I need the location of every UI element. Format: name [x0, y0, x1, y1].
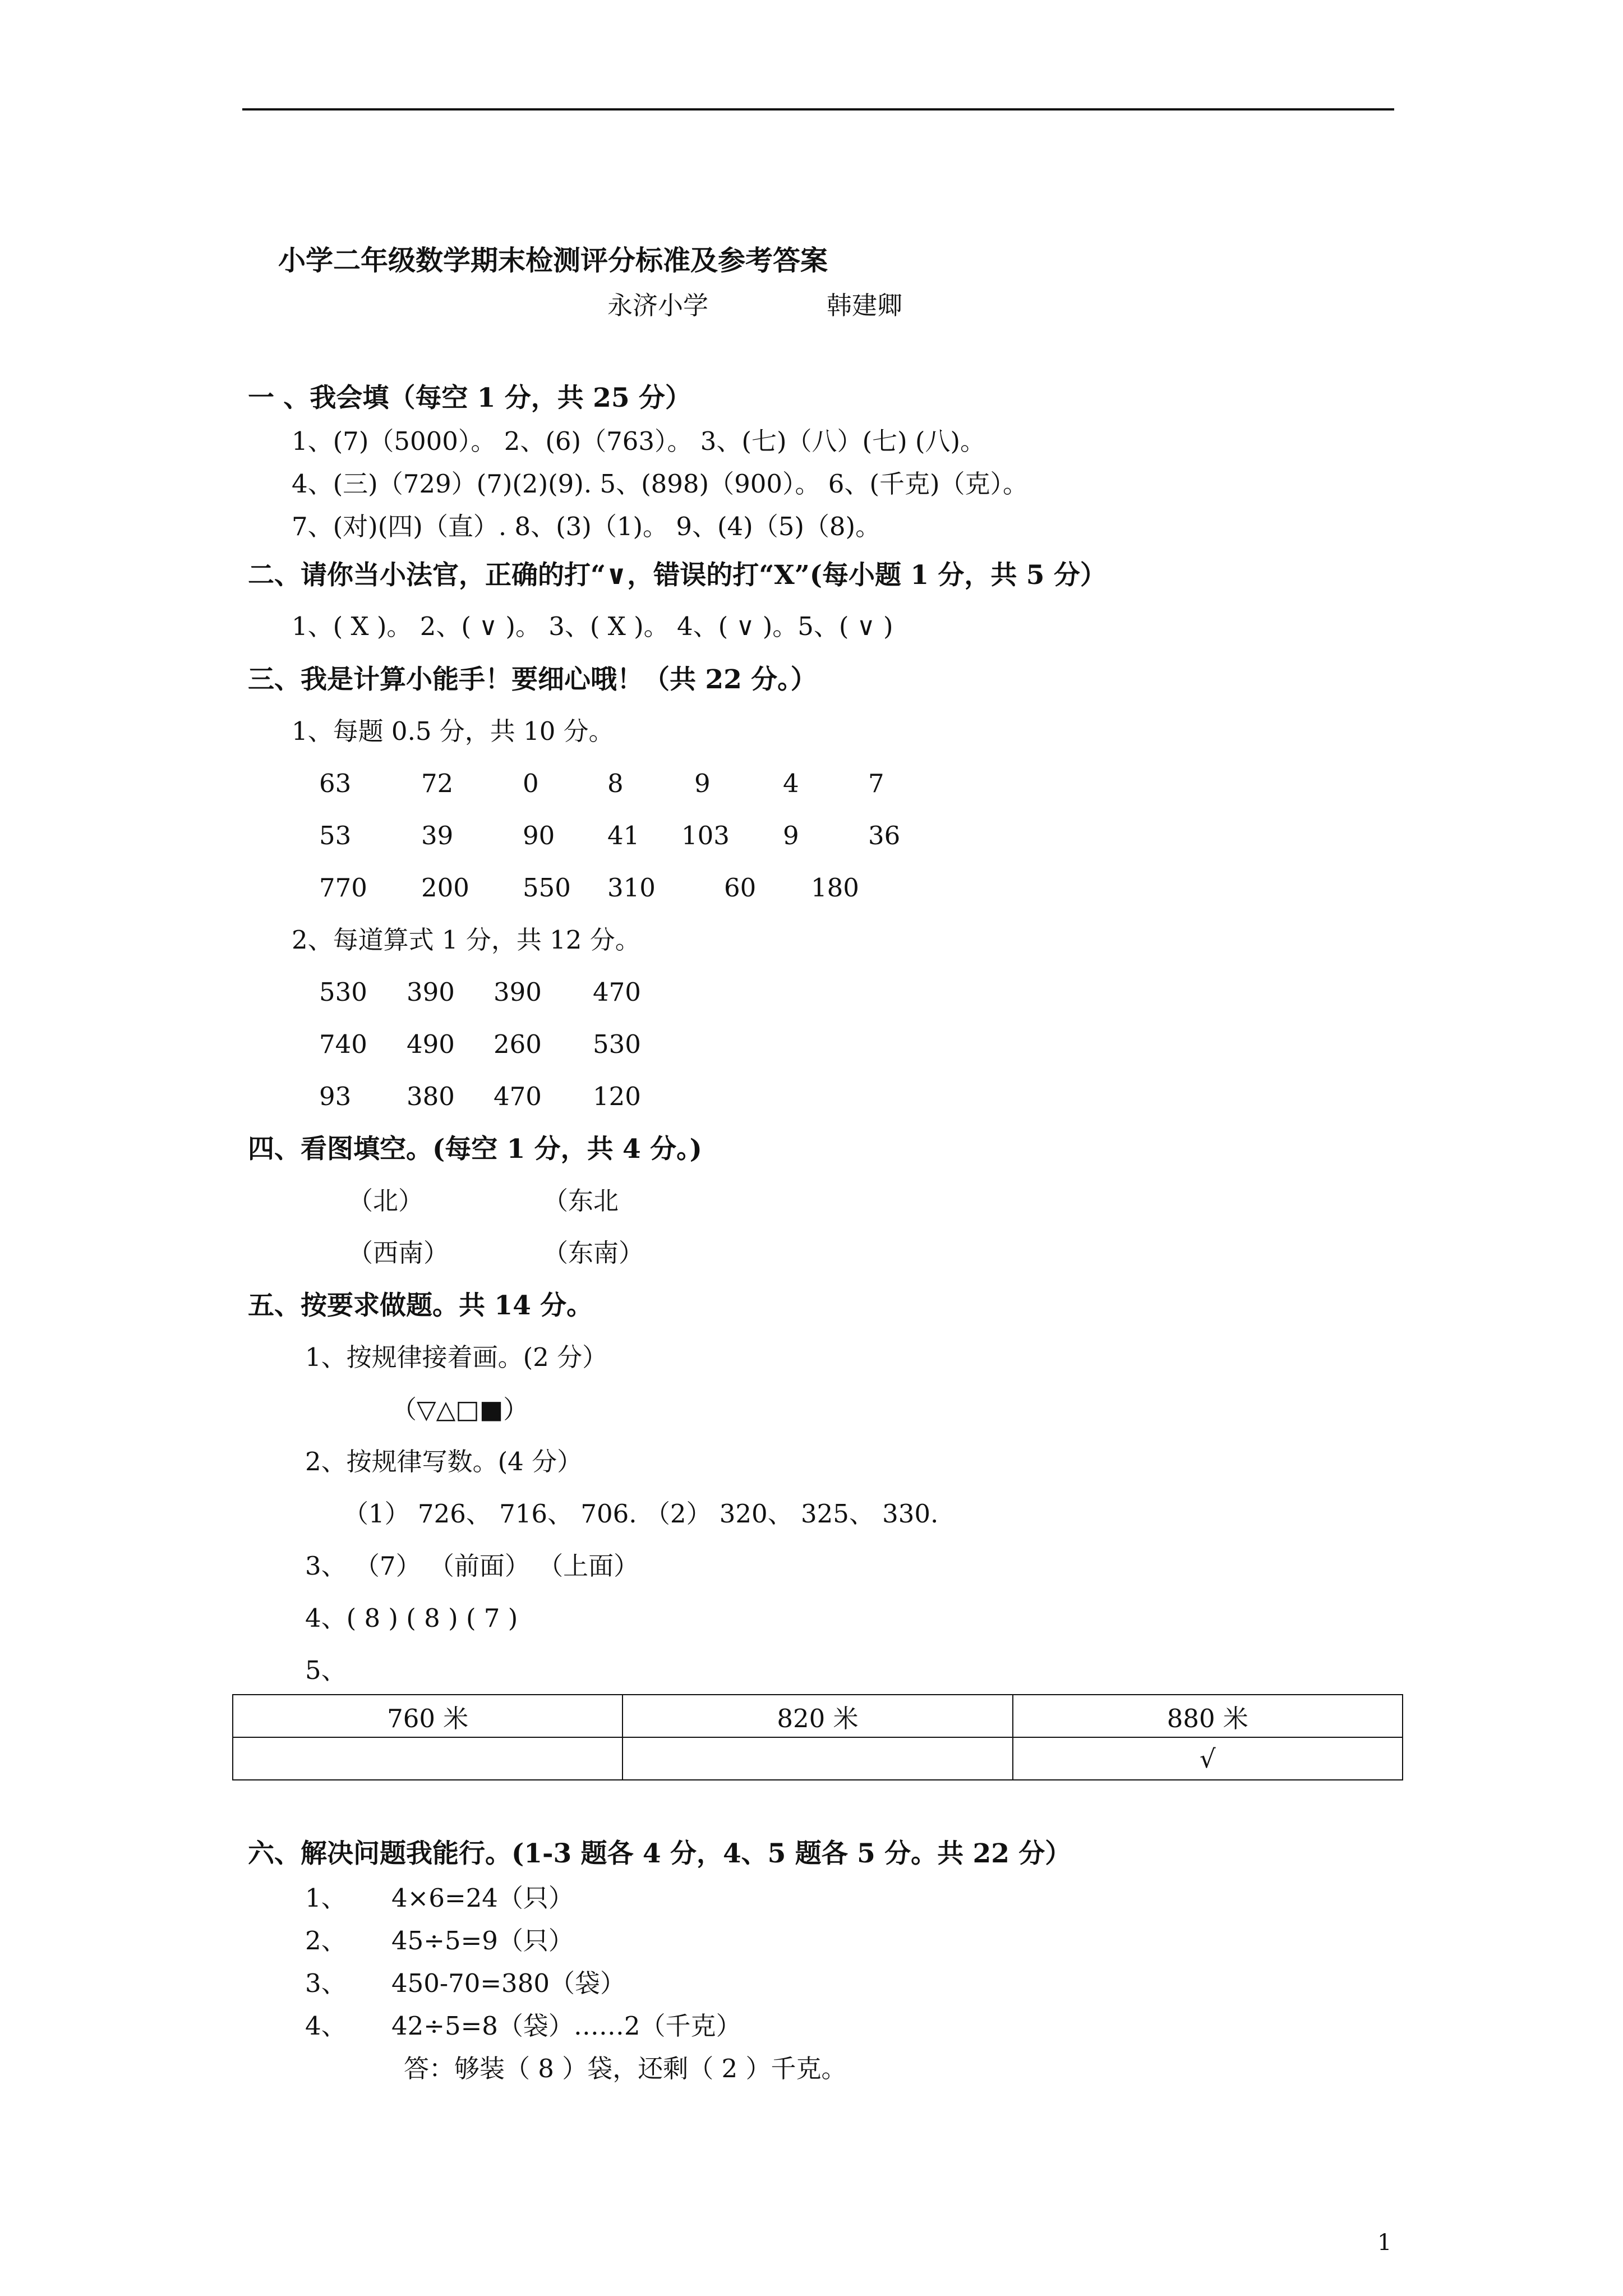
grid2-cell: 390 [407, 977, 455, 1007]
header-rule [242, 108, 1394, 111]
page-number: 1 [1377, 2230, 1392, 2256]
section-5-q5: 5、 [305, 1655, 347, 1685]
section-3-sub-2: 2、每道算式 1 分，共 12 分。 [292, 925, 640, 955]
problem-solution: 450-70=380（袋） [391, 1968, 625, 1998]
problem-solution: 42÷5=8（袋）……2（千克） [391, 2011, 741, 2041]
grid1-cell: 180 [811, 873, 859, 903]
grid1-cell: 770 [319, 873, 367, 903]
section-5-q2-answer: （1） 726、 716、 706. （2） 320、 325、 330. [343, 1499, 939, 1529]
section-1-heading: 一 、我会填（每空 1 分，共 25 分） [248, 383, 691, 413]
grid1-cell: 60 [724, 873, 757, 903]
section-3-heading: 三、我是计算小能手！要细心哦！（共 22 分。） [248, 664, 817, 695]
problem-number: 1、 [305, 1883, 347, 1913]
grid1-cell: 0 [523, 769, 539, 798]
grid2-cell: 740 [319, 1029, 367, 1059]
section-6-heading: 六、解决问题我能行。(1-3 题各 4 分，4、5 题各 5 分。共 22 分） [248, 1838, 1072, 1869]
grid1-cell: 200 [421, 873, 469, 903]
grid2-cell: 120 [593, 1082, 641, 1111]
table-header-cell: 820 米 [623, 1695, 1012, 1737]
table-row [233, 1695, 1403, 1737]
direction-answer: （北） [348, 1186, 424, 1216]
section-5-q3: 3、 （7） （前面） （上面） [305, 1551, 639, 1581]
author-name: 韩建卿 [827, 291, 903, 320]
grid1-cell: 41 [607, 821, 640, 850]
table-cell [233, 1737, 623, 1780]
grid2-cell: 470 [593, 977, 641, 1007]
table-row [233, 1737, 1403, 1780]
grid1-cell: 9 [694, 769, 711, 798]
grid1-cell: 63 [319, 769, 352, 798]
grid1-cell: 103 [681, 821, 730, 850]
grid1-cell: 550 [523, 873, 571, 903]
section-5-heading: 五、按要求做题。共 14 分。 [248, 1290, 593, 1321]
document-title: 小学二年级数学期末检测评分标准及参考答案 [278, 244, 828, 277]
grid1-cell: 4 [783, 769, 799, 798]
table-header-cell: 760 米 [233, 1695, 623, 1737]
grid1-cell: 7 [868, 769, 884, 798]
grid1-cell: 90 [523, 821, 555, 850]
problem-number: 3、 [305, 1968, 347, 1998]
problem-4-answer: 答：够装（ 8 ）袋，还剩（ 2 ）千克。 [404, 2054, 847, 2083]
grid1-cell: 72 [421, 769, 454, 798]
section-2-answers: 1、( X )。 2、( ∨ )。 3、( X )。 4、( ∨ )。5、( ∨ ) [292, 611, 893, 641]
problem-number: 4、 [305, 2011, 347, 2041]
grid2-cell: 93 [319, 1082, 352, 1111]
grid1-cell: 36 [868, 821, 901, 850]
problem-solution: 4×6=24（只） [391, 1883, 574, 1913]
table-cell [623, 1737, 1012, 1780]
grid2-cell: 530 [593, 1029, 641, 1059]
section-3-sub-1: 1、每题 0.5 分，共 10 分。 [292, 716, 614, 746]
direction-answer: （西南） [348, 1238, 449, 1268]
grid2-cell: 380 [407, 1082, 455, 1111]
distance-table [232, 1694, 1403, 1780]
grid2-cell: 530 [319, 977, 367, 1007]
grid1-cell: 9 [783, 821, 799, 850]
section-5-q2: 2、按规律写数。(4 分） [305, 1447, 583, 1476]
direction-answer: （东南） [543, 1238, 644, 1268]
grid2-cell: 490 [407, 1029, 455, 1059]
section-5-q4: 4、( 8 ) ( 8 ) ( 7 ) [305, 1603, 518, 1633]
grid1-cell: 39 [421, 821, 454, 850]
direction-answer: （东北 [543, 1186, 619, 1216]
grid2-cell: 260 [494, 1029, 542, 1059]
section-1-line-2: 4、(三)（729）(7)(2)(9). 5、(898)（900）。 6、(千克)（克）。 [292, 469, 1029, 499]
section-4-heading: 四、看图填空。(每空 1 分，共 4 分。) [248, 1134, 702, 1165]
section-1-line-1: 1、(7)（5000）。 2、(6)（763）。 3、(七)（八）(七) (八)。 [292, 426, 986, 456]
table-header-cell: 880 米 [1013, 1695, 1403, 1737]
grid1-cell: 310 [607, 873, 656, 903]
table-cell: √ [1013, 1737, 1403, 1780]
school-name: 永济小学 [607, 291, 709, 320]
section-5-q1: 1、按规律接着画。(2 分） [305, 1342, 608, 1372]
problem-number: 2、 [305, 1926, 347, 1955]
grid1-cell: 8 [607, 769, 624, 798]
grid2-cell: 470 [494, 1082, 542, 1111]
grid2-cell: 390 [494, 977, 542, 1007]
section-5-q1-answer: （▽△□■） [391, 1395, 529, 1424]
section-2-heading: 二、请你当小法官，正确的打“∨，错误的打“X”(每小题 1 分，共 5 分） [248, 560, 1106, 591]
problem-solution: 45÷5=9（只） [391, 1926, 574, 1955]
grid1-cell: 53 [319, 821, 352, 850]
section-1-line-3: 7、(对)(四)（直）. 8、(3)（1)。 9、(4)（5)（8)。 [292, 512, 881, 541]
